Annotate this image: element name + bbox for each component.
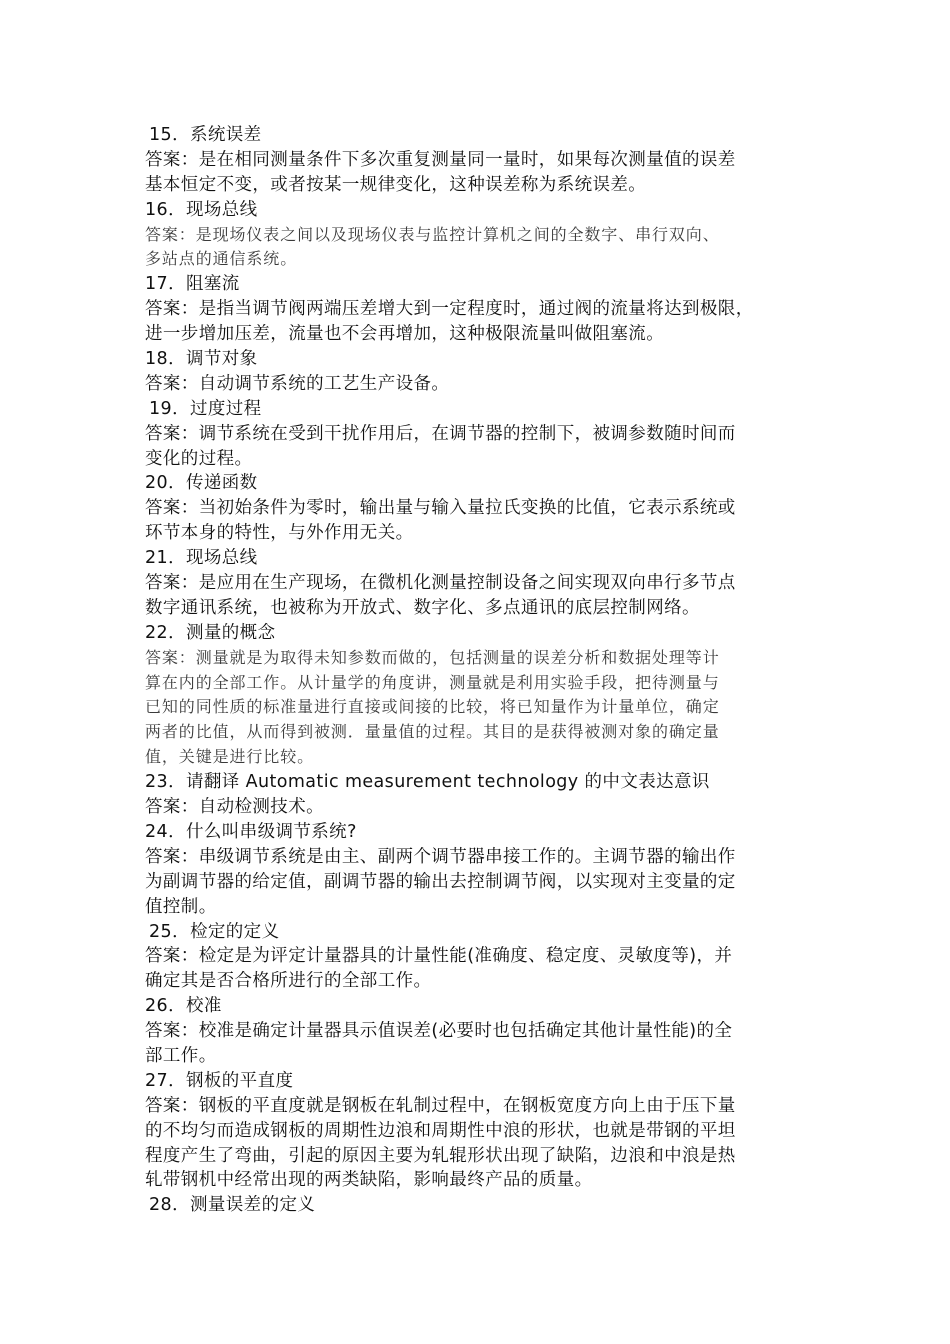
question-heading: 20．传递函数 bbox=[145, 473, 258, 494]
question-heading: 15．系统误差 bbox=[149, 125, 262, 145]
answer-text-line: 答案：串级调节系统是由主、副两个调节器串接工作的。主调节器的输出作 bbox=[145, 846, 736, 867]
answer-text-line: 算在内的全部工作。从计量学的角度讲，测量就是利用实验手段，把待测量与 bbox=[145, 672, 720, 692]
question-heading: 21．现场总线 bbox=[145, 548, 258, 569]
answer-text-line: 答案：钢板的平直度就是钢板在轧制过程中，在钢板宽度方向上由于压下量 bbox=[145, 1095, 736, 1116]
answer-text-line: 答案：是在相同测量条件下多次重复测量同一量时，如果每次测量值的误差 bbox=[145, 149, 736, 170]
question-heading: 22．测量的概念 bbox=[145, 622, 276, 643]
question-heading: 24．什么叫串级调节系统? bbox=[145, 821, 357, 842]
answer-text-line: 变化的过程。 bbox=[145, 448, 253, 469]
question-heading: 23．请翻译 Automatic measurement technology 的中文表达意识 bbox=[145, 772, 710, 793]
answer-text-line: 部工作。 bbox=[145, 1045, 217, 1066]
answer-text-line: 值控制。 bbox=[145, 896, 217, 917]
answer-text-line: 答案：自动检测技术。 bbox=[145, 797, 324, 818]
answer-text-line: 答案：自动调节系统的工艺生产设备。 bbox=[145, 373, 450, 394]
question-heading: 26．校准 bbox=[145, 996, 222, 1017]
answer-text-line: 程度产生了弯曲，引起的原因主要为轧辊形状出现了缺陷，边浪和中浪是热 bbox=[145, 1145, 736, 1166]
answer-text-line: 答案：是应用在生产现场，在微机化测量控制设备之间实现双向串行多节点 bbox=[145, 573, 736, 594]
qa-text-body bbox=[145, 123, 825, 1218]
answer-text-line: 已知的同性质的标准量进行直接或间接的比较，将已知量作为计量单位，确定 bbox=[145, 697, 720, 717]
answer-text-line: 答案：当初始条件为零时，输出量与输入量拉氏变换的比值，它表示系统或 bbox=[145, 498, 736, 519]
question-heading: 17．阻塞流 bbox=[145, 274, 240, 295]
answer-text-line: 轧带钢机中经常出现的两类缺陷，影响最终产品的质量。 bbox=[145, 1170, 593, 1191]
question-heading: 18．调节对象 bbox=[145, 349, 258, 370]
answer-text-line: 进一步增加压差，流量也不会再增加，这种极限流量叫做阻塞流。 bbox=[145, 324, 665, 345]
question-heading: 16．现场总线 bbox=[145, 199, 258, 220]
answer-text-line: 的不均匀而造成钢板的周期性边浪和周期性中浪的形状，也就是带钢的平坦 bbox=[145, 1120, 736, 1141]
answer-text-line: 多站点的通信系统。 bbox=[145, 249, 298, 269]
answer-text-line: 数字通讯系统，也被称为开放式、数字化、多点通讯的底层控制网络。 bbox=[145, 597, 700, 618]
question-heading: 27．钢板的平直度 bbox=[145, 1070, 294, 1091]
question-heading: 28．测量误差的定义 bbox=[149, 1195, 316, 1216]
answer-text-line: 答案：测量就是为取得未知参数而做的，包括测量的误差分析和数据处理等计 bbox=[145, 647, 720, 667]
question-heading: 19．过度过程 bbox=[149, 398, 262, 419]
question-heading: 25．检定的定义 bbox=[149, 921, 280, 942]
answer-text-line: 值，关键是进行比较。 bbox=[145, 747, 315, 767]
answer-text-line: 答案：调节系统在受到干扰作用后，在调节器的控制下，被调参数随时间而 bbox=[145, 423, 736, 444]
answer-text-line: 环节本身的特性，与外作用无关。 bbox=[145, 523, 414, 544]
answer-text-line: 答案：是指当调节阀两端压差增大到一定程度时，通过阀的流量将达到极限， bbox=[145, 299, 754, 320]
answer-text-line: 两者的比值，从而得到被测．量量值的过程。其目的是获得被测对象的确定量 bbox=[145, 722, 720, 742]
answer-text-line: 确定其是否合格所进行的全部工作。 bbox=[145, 971, 432, 992]
answer-text-line: 答案：校准是确定计量器具示值误差(必要时也包括确定其他计量性能)的全 bbox=[145, 1021, 733, 1042]
answer-text-line: 为副调节器的给定值，副调节器的输出去控制调节阀，以实现对主变量的定 bbox=[145, 871, 736, 892]
answer-text-line: 答案：检定是为评定计量器具的计量性能(准确度、稳定度、灵敏度等)，并 bbox=[145, 946, 733, 967]
answer-text-line: 答案：是现场仪表之间以及现场仪表与监控计算机之间的全数字、串行双向、 bbox=[145, 224, 720, 244]
answer-text-line: 基本恒定不变，或者按某一规律变化，这种误差称为系统误差。 bbox=[145, 174, 647, 195]
